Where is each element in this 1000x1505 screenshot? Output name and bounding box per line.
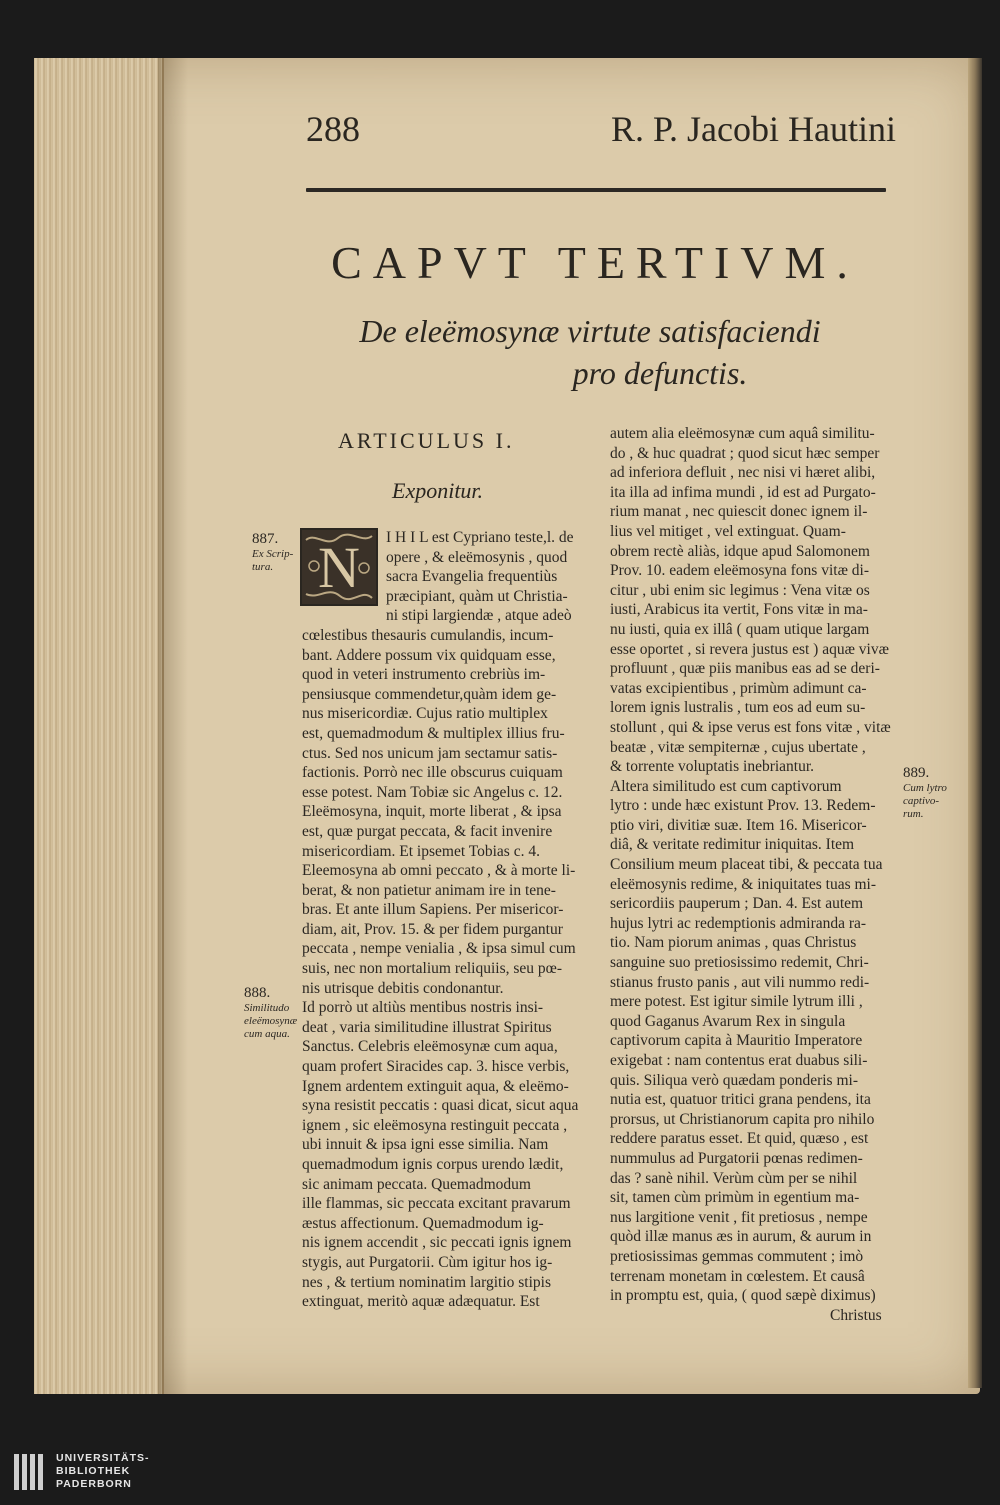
page-right-edge: [968, 58, 982, 1388]
chapter-subtitle: [300, 310, 880, 394]
text-line: ille flammas, sic peccata excitant pravarum: [302, 1195, 571, 1213]
text-line: est, quæ purgat peccata, & facit invenire: [302, 822, 553, 840]
text-line: beatæ , vitæ sempiternæ , cujus ubertate ,: [610, 738, 866, 756]
library-logo: [12, 1448, 192, 1498]
text-line: mere potest. Est igitur simile lytrum illi ,: [610, 993, 863, 1011]
text-line: Sanctus. Celebris eleëmosynæ cum aqua,: [302, 1038, 558, 1056]
text-line: Id porrò ut altiùs mentibus nostris insi-: [302, 999, 544, 1017]
text-line: est, quemadmodum & multiplex illius fru-: [302, 724, 565, 742]
right-column: [610, 424, 904, 1306]
text-line: ctus. Sed nos unicum jam sectamur satis-: [302, 744, 558, 762]
text-line: pretiosissimas gemmas commutent ; imò: [610, 1247, 864, 1265]
article-subheading: Exponitur.: [392, 478, 484, 503]
text-line: lius vel mitiget , vel extinguat. Quam-: [610, 522, 846, 540]
text-line: Prov. 10. eadem eleëmosyna fons vitæ di-: [610, 562, 869, 580]
text-line: nu iusti, quia ex illâ ( quam utique largam: [610, 620, 870, 638]
text-line: stianus frusto panis , aut vili nummo redi-: [610, 973, 870, 991]
text-line: præcipiant, quàm ut Christia-: [386, 587, 568, 605]
text-line: extinguat, meritò aquæ adæquatur. Est: [302, 1293, 540, 1311]
text-line: suis, nec non mortalium reliquiis, seu pœ-: [302, 960, 563, 978]
text-line: stygis, aut Purgatorii. Cùm igitur hos ig-: [302, 1253, 553, 1271]
running-title: R. P. Jacobi Hautini: [611, 109, 896, 149]
gutter-shadow: [158, 58, 188, 1394]
library-logo-text: UNIVERSITÄTS- BIBLIOTHEK PADERBORN: [56, 1452, 150, 1490]
text-line: opere , & eleëmosynis , quod: [386, 548, 568, 566]
text-line: nus misericordiæ. Cujus ratio multiplex: [302, 705, 548, 723]
text-line: ubi innuit & ipsa igni esse similia. Nam: [302, 1136, 549, 1154]
text-line: iusti, Arabicus ita vertit, Fons vitæ in ma-: [610, 601, 868, 619]
text-line: ptio viri, divitiæ suæ. Item 16. Misericor-: [610, 816, 867, 834]
text-line: stollunt , qui & ipse verus est fons vitæ , vitæ: [610, 718, 891, 736]
text-line: lytro : unde hæc existunt Prov. 13. Redem-: [610, 797, 876, 815]
text-line: sanguine suo pretiosissimo redemit, Chri-: [610, 954, 869, 972]
text-line: prorsus, ut Christianorum capita pro nihilo: [610, 1110, 875, 1128]
text-line: æstus affectionum. Quemadmodum ig-: [302, 1214, 544, 1232]
text-line: nummulus ad Purgatorii pœnas redimen-: [610, 1149, 863, 1167]
text-line: das ? sanè nihil. Verùm cùm per se nihil: [610, 1169, 858, 1187]
text-line: Ignem ardentem extinguit aqua, & eleëmo-: [302, 1077, 569, 1095]
text-line: berat, & non patietur animam ire in tene-: [302, 881, 556, 899]
text-line: pensiusque commendetur,quàm idem ge-: [302, 685, 557, 703]
text-line: ad inferiora defluit , nec nisi vi hæret alibi,: [610, 464, 876, 482]
chapter-title: CAPVT TERTIVM.: [331, 237, 859, 288]
text-line: Consilium meum placeat tibi, & peccata tua: [610, 856, 883, 874]
text-line: quòd illæ manus æs in aurum, & aurum in: [610, 1228, 872, 1246]
catchword: Christus: [830, 1307, 882, 1324]
text-line: Eleemosyna ab omni peccato , & à morte li-: [302, 862, 576, 880]
text-line: quemadmodum ignis corpus urendo lædit,: [302, 1156, 564, 1173]
text-line: do , & huc quadrat ; quod sicut hæc semper: [610, 444, 880, 462]
text-line: quod in veteri instrumento crebriùs im-: [302, 666, 546, 684]
subtitle-line: De eleëmosynæ virtute satisfaciendi: [359, 313, 821, 349]
text-line: & torrente voluptatis inebriantur.: [610, 758, 815, 776]
page-header: [306, 108, 916, 158]
text-line: sic animam peccata. Quemadmodum: [302, 1175, 531, 1193]
text-line: bant. Addere possum vix quidquam esse,: [302, 646, 556, 664]
text-line: nis ignem accendit , sic peccati ignis ignem: [302, 1234, 572, 1252]
margin-note-889: 889. Cum lytro captivo- rum.: [903, 765, 947, 820]
header-rule: [306, 188, 886, 192]
text-line: tio. Nam piorum animas , quas Christus: [610, 934, 857, 952]
text-line: quod Gaganus Avarum Rex in singula: [610, 1012, 846, 1030]
text-line: syna resistit peccatis : quasi dicat, sicut aqua: [302, 1097, 579, 1115]
left-column: [302, 528, 594, 1312]
text-line: terrenam monetam in cœlestem. Et causâ: [610, 1267, 865, 1285]
text-line: quam profert Siracides cap. 3. hisce verbis,: [302, 1058, 570, 1076]
text-line: Altera similitudo est cum captivorum: [610, 777, 842, 795]
text-line: peccata , nempe venialia , & ipsa simul cum: [302, 940, 576, 958]
margin-note-888: 888. Similitudo eleëmosynæ cum aqua.: [244, 985, 298, 1040]
text-line: captivorum capita à Mauritio Imperatore: [610, 1032, 863, 1050]
text-line: reddere paratus esset. Et quid, quæso , est: [610, 1130, 869, 1148]
page-number: 288: [306, 109, 360, 149]
text-line: diam, ait, Prov. 15. & per fidem purgantur: [302, 920, 563, 938]
library-logo-icon: [12, 1452, 48, 1492]
text-line: ignem , sic eleëmosyna restinguit peccata ,: [302, 1116, 568, 1134]
text-line: profluunt , quæ piis manibus eas ad se deri-: [610, 660, 880, 678]
text-line: Eleëmosyna, inquit, morte liberat , & ipsa: [302, 803, 562, 821]
text-line: eleëmosynis redime, & iniquitates tuas mi-: [610, 875, 877, 893]
margin-note-887: 887. Ex Scrip- tura.: [252, 531, 294, 573]
subtitle-line: pro defunctis.: [572, 355, 748, 391]
text-line: sit, tamen cùm primùm in egentium ma-: [610, 1189, 860, 1207]
text-line: nus largitione venit , fit pretiosus , nempe: [610, 1208, 868, 1226]
text-line: deat , varia similitudine illustrat Spiritus: [302, 1018, 552, 1036]
text-line: vatas excipientibus , primùm adimunt ca-: [610, 679, 867, 697]
text-line: lorem ignis lustralis , tum eos ad eum su-: [610, 699, 866, 717]
text-line: in promptu est, quia, ( quod sæpè diximus): [610, 1287, 876, 1305]
text-line: I H I L est Cypriano teste,l. de: [386, 529, 574, 546]
text-line: quis. Siliqua verò quædam ponderis mi-: [610, 1071, 858, 1089]
text-line: factionis. Porrò nec ille obscurus cuiquam: [302, 764, 563, 782]
text-line: citur , ubi enim sic legimus : Vena vitæ os: [610, 581, 870, 599]
text-line: ni stipi largiendæ , atque adeò: [386, 607, 572, 625]
text-line: nes , & tertium nominatim largitio stipis: [302, 1273, 551, 1291]
text-line: esse oportet , si revera justus est ) aquæ vivæ: [610, 640, 889, 658]
text-line: misericordiam. Et ipsemet Tobias c. 4.: [302, 842, 540, 860]
article-heading: ARTICULUS I.: [338, 428, 515, 453]
text-line: cœlestibus thesauris cumulandis, incum-: [302, 626, 554, 644]
text-line: diâ, & veritate redimitur iniquitas. Item: [610, 836, 855, 854]
text-line: rium manat , nec quiescit donec ignem il-: [610, 503, 868, 521]
text-line: nis utrisque debitis condonantur.: [302, 979, 504, 997]
text-line: esse potest. Nam Tobiæ sic Angelus c. 12.: [302, 783, 563, 801]
text-line: nutia est, quatuor tritici grana pendens, ita: [610, 1091, 871, 1109]
text-line: ita illa ad infima mundi , id est ad Purgato-: [610, 483, 876, 501]
initial-letter: N: [318, 534, 360, 600]
text-line: autem alia eleëmosynæ cum aquâ similitu-: [610, 425, 875, 442]
text-line: exigebat : nam contentus erat duabus sili-: [610, 1052, 868, 1069]
text-line: hujus lytri ac redemptionis admiranda ra-: [610, 914, 867, 932]
page-stack-edges: [34, 58, 164, 1394]
text-line: obrem rectè aliàs, idque apud Salomonem: [610, 542, 870, 560]
text-line: bras. Et ante illum Sapiens. Per misericor-: [302, 901, 564, 919]
text-line: sacra Evangelia frequentiùs: [386, 568, 558, 586]
text-line: sericordiis pauperum ; Dan. 4. Est autem: [610, 895, 864, 913]
